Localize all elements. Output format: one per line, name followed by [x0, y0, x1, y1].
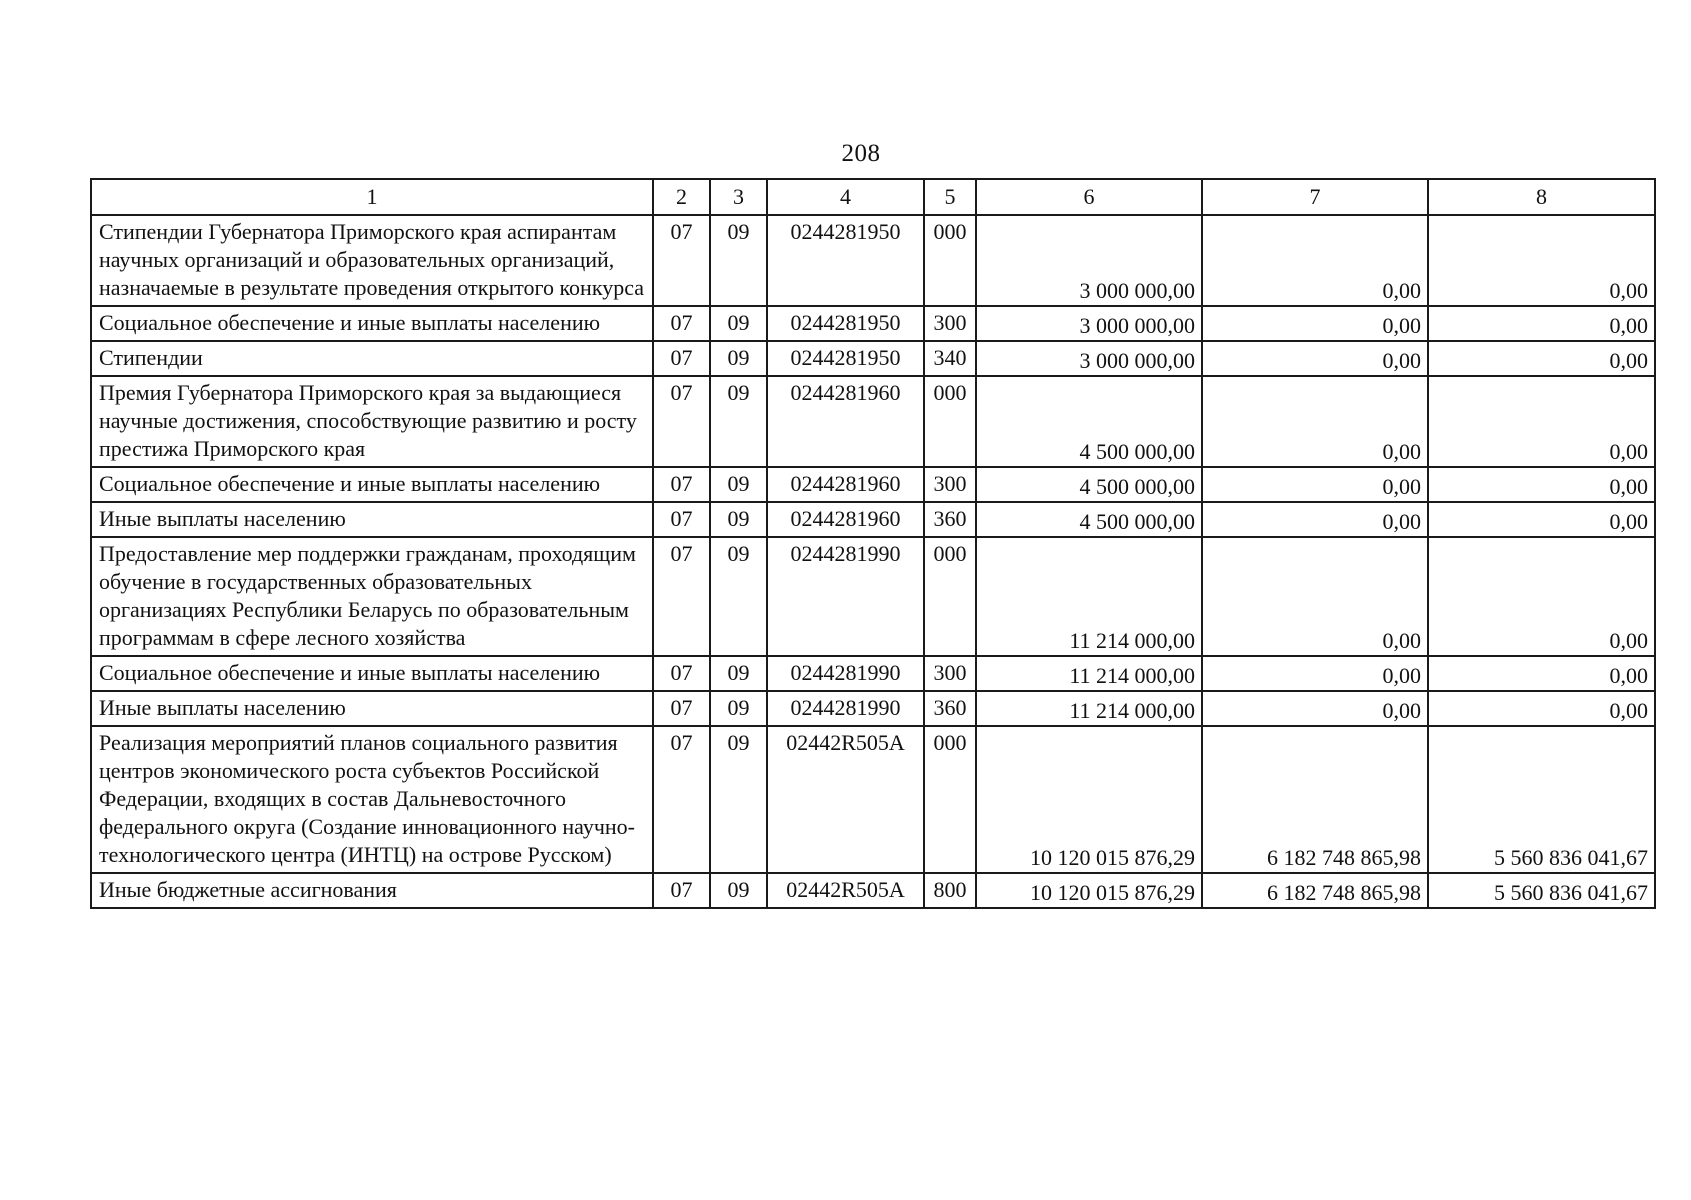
row-amount-col6: 11 214 000,00 [976, 537, 1202, 656]
row-subsection: 09 [710, 502, 767, 537]
row-amount-col6: 3 000 000,00 [976, 341, 1202, 376]
row-section: 07 [653, 341, 710, 376]
table-row [91, 376, 1655, 467]
row-name: Предоставление мер поддержки гражданам, проходящим обучение в государственных образовательных организациях Республики Беларусь по образовательным программам в сфере лесного хозяйства [91, 537, 653, 656]
row-amount-col6: 11 214 000,00 [976, 691, 1202, 726]
row-section: 07 [653, 467, 710, 502]
row-expense-type: 300 [924, 656, 976, 691]
row-amount-col6: 4 500 000,00 [976, 376, 1202, 467]
row-name: Социальное обеспечение и иные выплаты населению [91, 306, 653, 341]
row-section: 07 [653, 376, 710, 467]
row-amount-col7: 0,00 [1202, 467, 1428, 502]
row-section: 07 [653, 691, 710, 726]
row-amount-col8: 0,00 [1428, 502, 1655, 537]
row-amount-col7: 6 182 748 865,98 [1202, 873, 1428, 908]
row-name: Социальное обеспечение и иные выплаты населению [91, 467, 653, 502]
table-row [91, 215, 1655, 306]
row-target-code: 0244281990 [767, 691, 924, 726]
row-section: 07 [653, 656, 710, 691]
row-name: Иные выплаты населению [91, 691, 653, 726]
row-target-code: 0244281960 [767, 502, 924, 537]
row-target-code: 0244281990 [767, 656, 924, 691]
row-amount-col6: 3 000 000,00 [976, 215, 1202, 306]
row-section: 07 [653, 726, 710, 873]
table-row [91, 873, 1655, 908]
header-col-2: 2 [653, 179, 710, 215]
row-amount-col7: 0,00 [1202, 376, 1428, 467]
row-amount-col8: 0,00 [1428, 656, 1655, 691]
row-amount-col6: 3 000 000,00 [976, 306, 1202, 341]
table-row [91, 726, 1655, 873]
row-amount-col8: 0,00 [1428, 376, 1655, 467]
table-row [91, 467, 1655, 502]
row-target-code: 0244281950 [767, 215, 924, 306]
row-expense-type: 000 [924, 726, 976, 873]
row-subsection: 09 [710, 306, 767, 341]
row-amount-col8: 0,00 [1428, 537, 1655, 656]
table-header-row [91, 179, 1655, 215]
row-amount-col8: 5 560 836 041,67 [1428, 873, 1655, 908]
table-row [91, 537, 1655, 656]
header-col-6: 6 [976, 179, 1202, 215]
row-name: Стипендии [91, 341, 653, 376]
header-col-7: 7 [1202, 179, 1428, 215]
row-subsection: 09 [710, 537, 767, 656]
row-amount-col7: 0,00 [1202, 306, 1428, 341]
row-section: 07 [653, 215, 710, 306]
row-expense-type: 000 [924, 537, 976, 656]
row-expense-type: 300 [924, 306, 976, 341]
row-expense-type: 360 [924, 691, 976, 726]
row-amount-col6: 10 120 015 876,29 [976, 873, 1202, 908]
row-amount-col7: 0,00 [1202, 691, 1428, 726]
row-subsection: 09 [710, 467, 767, 502]
header-col-3: 3 [710, 179, 767, 215]
row-subsection: 09 [710, 873, 767, 908]
row-amount-col8: 0,00 [1428, 306, 1655, 341]
row-subsection: 09 [710, 341, 767, 376]
row-target-code: 0244281960 [767, 376, 924, 467]
row-amount-col7: 0,00 [1202, 537, 1428, 656]
row-expense-type: 360 [924, 502, 976, 537]
row-name: Премия Губернатора Приморского края за выдающиеся научные достижения, способствующие развитию и росту престижа Приморского края [91, 376, 653, 467]
row-amount-col8: 5 560 836 041,67 [1428, 726, 1655, 873]
table-row [91, 656, 1655, 691]
table-row [91, 341, 1655, 376]
row-amount-col6: 11 214 000,00 [976, 656, 1202, 691]
row-name: Социальное обеспечение и иные выплаты населению [91, 656, 653, 691]
row-amount-col8: 0,00 [1428, 341, 1655, 376]
row-subsection: 09 [710, 691, 767, 726]
header-col-8: 8 [1428, 179, 1655, 215]
header-col-4: 4 [767, 179, 924, 215]
row-section: 07 [653, 502, 710, 537]
row-expense-type: 300 [924, 467, 976, 502]
row-name: Иные выплаты населению [91, 502, 653, 537]
row-expense-type: 000 [924, 376, 976, 467]
row-amount-col8: 0,00 [1428, 467, 1655, 502]
row-subsection: 09 [710, 215, 767, 306]
row-expense-type: 000 [924, 215, 976, 306]
table-row [91, 691, 1655, 726]
row-target-code: 02442R505A [767, 726, 924, 873]
row-amount-col8: 0,00 [1428, 215, 1655, 306]
header-col-5: 5 [924, 179, 976, 215]
row-section: 07 [653, 537, 710, 656]
row-target-code: 02442R505A [767, 873, 924, 908]
row-target-code: 0244281950 [767, 341, 924, 376]
row-target-code: 0244281990 [767, 537, 924, 656]
row-amount-col8: 0,00 [1428, 691, 1655, 726]
budget-table [90, 178, 1656, 909]
page-number: 208 [841, 140, 881, 167]
row-subsection: 09 [710, 726, 767, 873]
row-amount-col6: 4 500 000,00 [976, 467, 1202, 502]
row-amount-col7: 0,00 [1202, 656, 1428, 691]
row-name: Стипендии Губернатора Приморского края аспирантам научных организаций и образовательных организаций, назначаемые в результате проведения открытого конкурса [91, 215, 653, 306]
row-expense-type: 340 [924, 341, 976, 376]
row-amount-col7: 0,00 [1202, 215, 1428, 306]
row-section: 07 [653, 306, 710, 341]
header-col-1: 1 [91, 179, 653, 215]
table-row [91, 502, 1655, 537]
row-amount-col6: 10 120 015 876,29 [976, 726, 1202, 873]
row-amount-col7: 6 182 748 865,98 [1202, 726, 1428, 873]
row-expense-type: 800 [924, 873, 976, 908]
row-amount-col7: 0,00 [1202, 502, 1428, 537]
table-row [91, 306, 1655, 341]
row-section: 07 [653, 873, 710, 908]
row-target-code: 0244281960 [767, 467, 924, 502]
row-name: Иные бюджетные ассигнования [91, 873, 653, 908]
row-subsection: 09 [710, 376, 767, 467]
row-target-code: 0244281950 [767, 306, 924, 341]
row-subsection: 09 [710, 656, 767, 691]
row-name: Реализация мероприятий планов социального развития центров экономического роста субъектов Российской Федерации, входящих в состав Дальневосточного федерального округа (Создание инновационного научно-технологического центра (ИНТЦ) на острове Русском) [91, 726, 653, 873]
row-amount-col7: 0,00 [1202, 341, 1428, 376]
row-amount-col6: 4 500 000,00 [976, 502, 1202, 537]
